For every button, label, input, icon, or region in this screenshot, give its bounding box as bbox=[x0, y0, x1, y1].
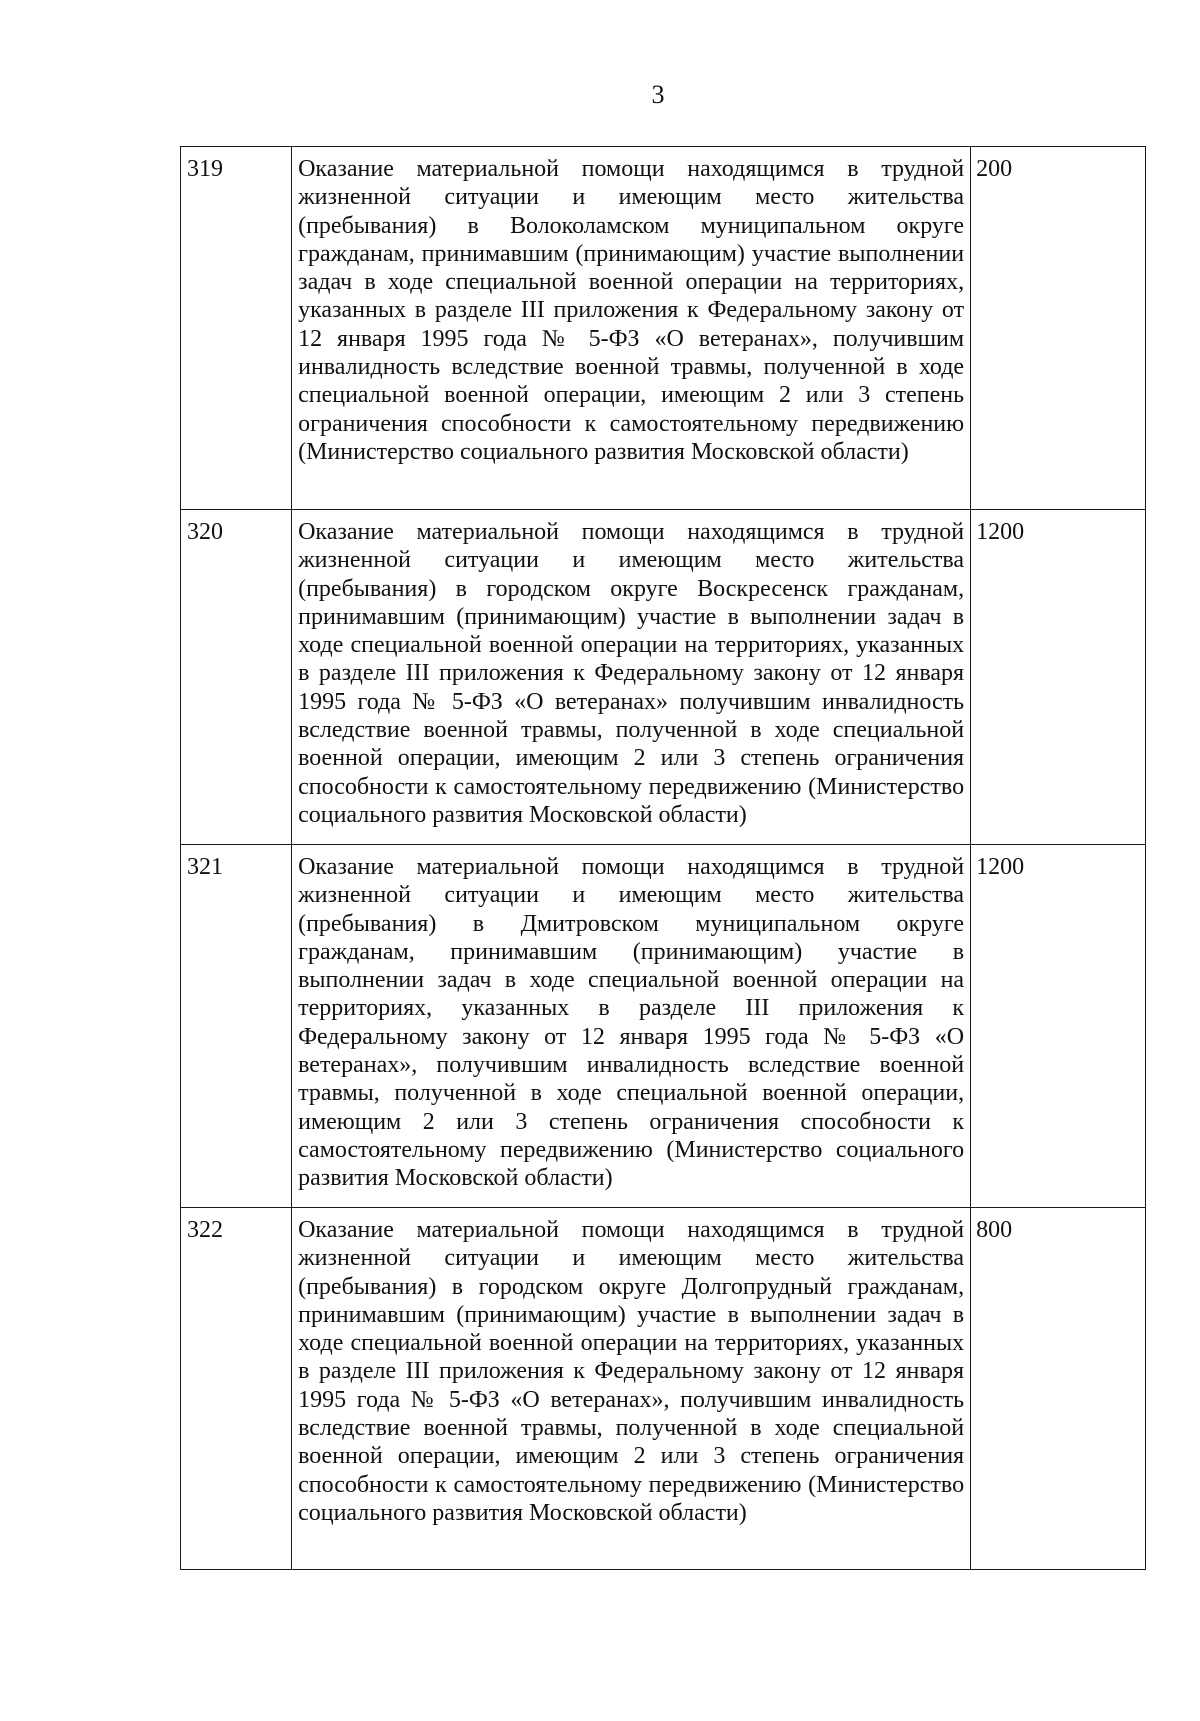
table-row bbox=[181, 510, 1146, 845]
table-row bbox=[181, 845, 1146, 1208]
row-number: 320 bbox=[181, 510, 292, 845]
row-amount: 200 bbox=[971, 147, 1146, 510]
row-amount: 800 bbox=[971, 1208, 1146, 1570]
table-row bbox=[181, 1208, 1146, 1570]
row-description: Оказание материальной помощи находящимся в трудной жизненной ситуации и имеющим место жительства (пребывания) в городском округе Воскресенск гражданам, принимавшим (принимающим) участие в выполнении задач в ходе специальной военной операции на территориях, указанных в разделе III приложения к Федеральному закону от 12 января 1995 года № 5-ФЗ «О ветеранах» получившим инвалидность вследствие военной травмы, полученной в ходе специальной военной операции, имеющим 2 или 3 степень ограничения способности к самостоятельному передвижению (Министерство социального развития Московской области) bbox=[292, 510, 971, 845]
row-number: 322 bbox=[181, 1208, 292, 1570]
row-amount: 1200 bbox=[971, 510, 1146, 845]
table-row bbox=[181, 147, 1146, 510]
row-number: 321 bbox=[181, 845, 292, 1208]
row-description: Оказание материальной помощи находящимся в трудной жизненной ситуации и имеющим место жительства (пребывания) в Волоколамском муниципальном округе гражданам, принимавшим (принимающим) участие выполнении задач в ходе специальной военной операции на территориях, указанных в разделе III приложения к Федеральному закону от 12 января 1995 года № 5-ФЗ «О ветеранах», получившим инвалидность вследствие военной травмы, полученной в ходе специальной военной операции, имеющим 2 или 3 степень ограничения способности к самостоятельному передвижению (Министерство социального развития Московской области) bbox=[292, 147, 971, 510]
row-amount: 1200 bbox=[971, 845, 1146, 1208]
row-description: Оказание материальной помощи находящимся в трудной жизненной ситуации и имеющим место жительства (пребывания) в Дмитровском муниципальном округе гражданам, принимавшим (принимающим) участие в выполнении задач в ходе специальной военной операции на территориях, указанных в разделе III приложения к Федеральному закону от 12 января 1995 года № 5-ФЗ «О ветеранах», получившим инвалидность вследствие военной травмы, полученной в ходе специальной военной операции, имеющим 2 или 3 степень ограничения способности к самостоятельному передвижению (Министерство социального развития Московской области) bbox=[292, 845, 971, 1208]
row-description: Оказание материальной помощи находящимся в трудной жизненной ситуации и имеющим место жительства (пребывания) в городском округе Долгопрудный гражданам, принимавшим (принимающим) участие в выполнении задач в ходе специальной военной операции на территориях, указанных в разделе III приложения к Федеральному закону от 12 января 1995 года № 5-ФЗ «О ветеранах», получившим инвалидность вследствие военной травмы, полученной в ходе специальной военной операции, имеющим 2 или 3 степень ограничения способности к самостоятельному передвижению (Министерство социального развития Московской области) bbox=[292, 1208, 971, 1570]
budget-table bbox=[180, 146, 1146, 1570]
page-number: 3 bbox=[651, 80, 665, 109]
row-number: 319 bbox=[181, 147, 292, 510]
